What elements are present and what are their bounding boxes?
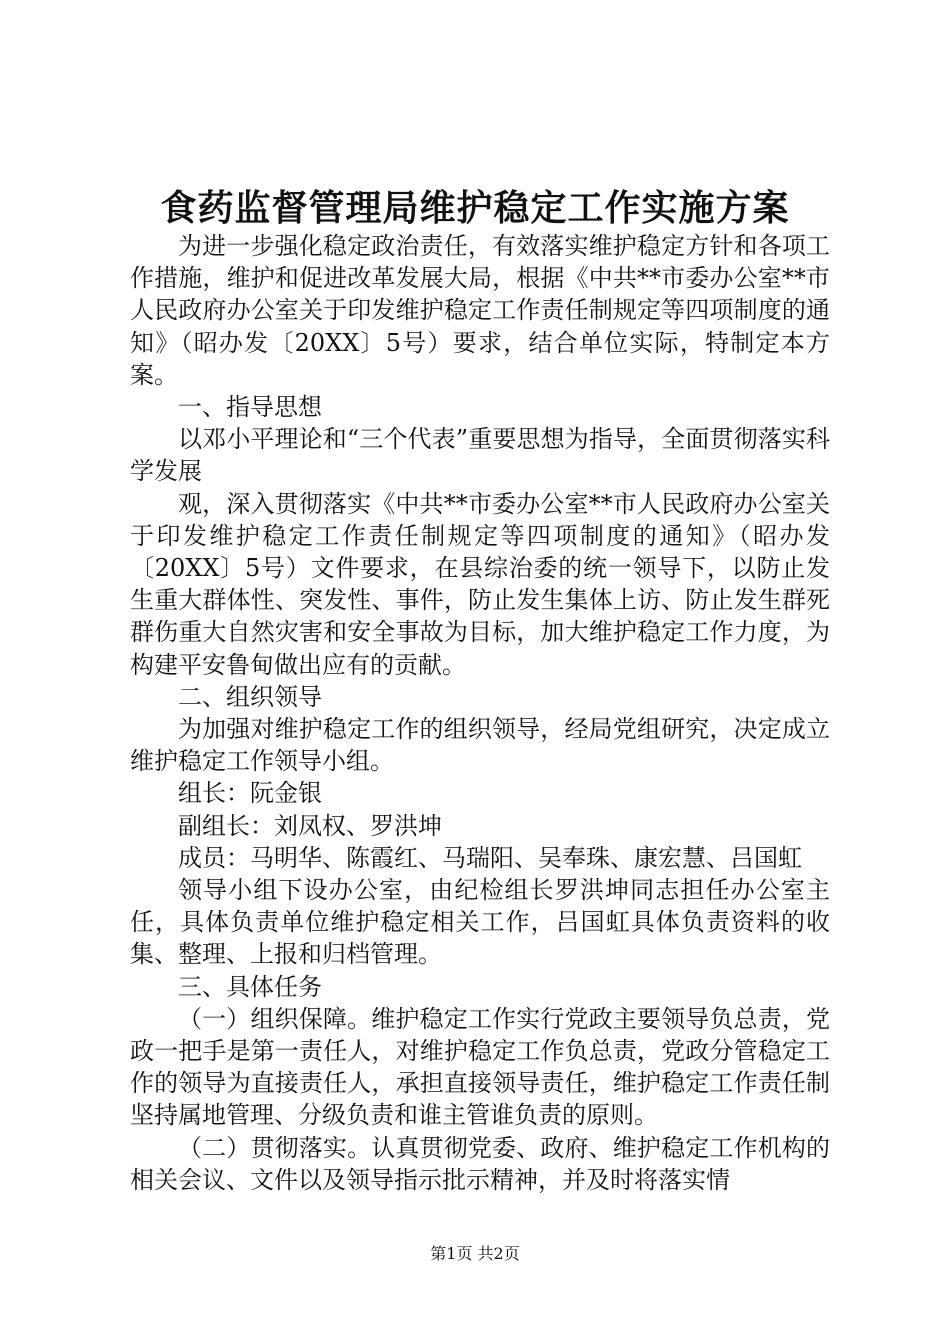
document-title: 食药监督管理局维护稳定工作实施方案 <box>160 187 790 229</box>
paragraph-members: 成员：马明华、陈霞红、马瑞阳、吴奉珠、康宏慧、吕国虹 <box>178 843 802 872</box>
paragraph-guiding-1: 以邓小平理论和“三个代表”重要思想为指导，全面贯彻落实科学发展 <box>130 425 830 486</box>
section-heading-2: 二、组织领导 <box>178 682 322 711</box>
section-heading-1: 一、指导思想 <box>178 393 322 422</box>
paragraph-organization: 为加强对维护稳定工作的组织领导，经局党组研究，决定成立维护稳定工作领导小组。 <box>130 715 830 776</box>
document-body <box>130 230 830 1196</box>
paragraph-leader: 组长：阮金银 <box>178 779 322 808</box>
page-footer: 第1页 共2页 <box>430 1244 520 1263</box>
paragraph-task-1: （一）组织保障。维护稳定工作实行党政主要领导负总责，党政一把手是第一责任人，对维护稳定工作负总责，党政分管稳定工作的领导为直接责任人，承担直接领导责任，维护稳定工作责任制坚持属地管理、分级负责和谁主管谁负责的原则。 <box>130 1004 830 1130</box>
paragraph-deputy-leader: 副组长：刘凤权、罗洪坤 <box>178 811 442 840</box>
paragraph-intro: 为进一步强化稳定政治责任，有效落实维护稳定方针和各项工作措施，维护和促进改革发展大局，根据《中共**市委办公室**市人民政府办公室关于印发维护稳定工作责任制规定等四项制度的通知》（昭办发〔20XX〕5号）要求，结合单位实际，特制定本方案。 <box>130 232 830 389</box>
paragraph-task-2: （二）贯彻落实。认真贯彻党委、政府、维护稳定工作机构的相关会议、文件以及领导指示批示精神，并及时将落实情 <box>130 1133 830 1194</box>
paragraph-office: 领导小组下设办公室，由纪检组长罗洪坤同志担任办公室主任，具体负责单位维护稳定相关工作，吕国虹具体负责资料的收集、整理、上报和归档管理。 <box>130 876 830 969</box>
paragraph-guiding-2: 观，深入贯彻落实《中共**市委办公室**市人民政府办公室关于印发维护稳定工作责任制规定等四项制度的通知》（昭办发〔20XX〕5号）文件要求，在县综治委的统一领导下，以防止发生重大群体性、突发性、事件，防止发生集体上访、防止发生群死群伤重大自然灾害和安全事故为目标，加大维护稳定工作力度，为构建平安鲁甸做出应有的贡献。 <box>130 489 830 679</box>
section-heading-3: 三、具体任务 <box>178 972 322 1001</box>
